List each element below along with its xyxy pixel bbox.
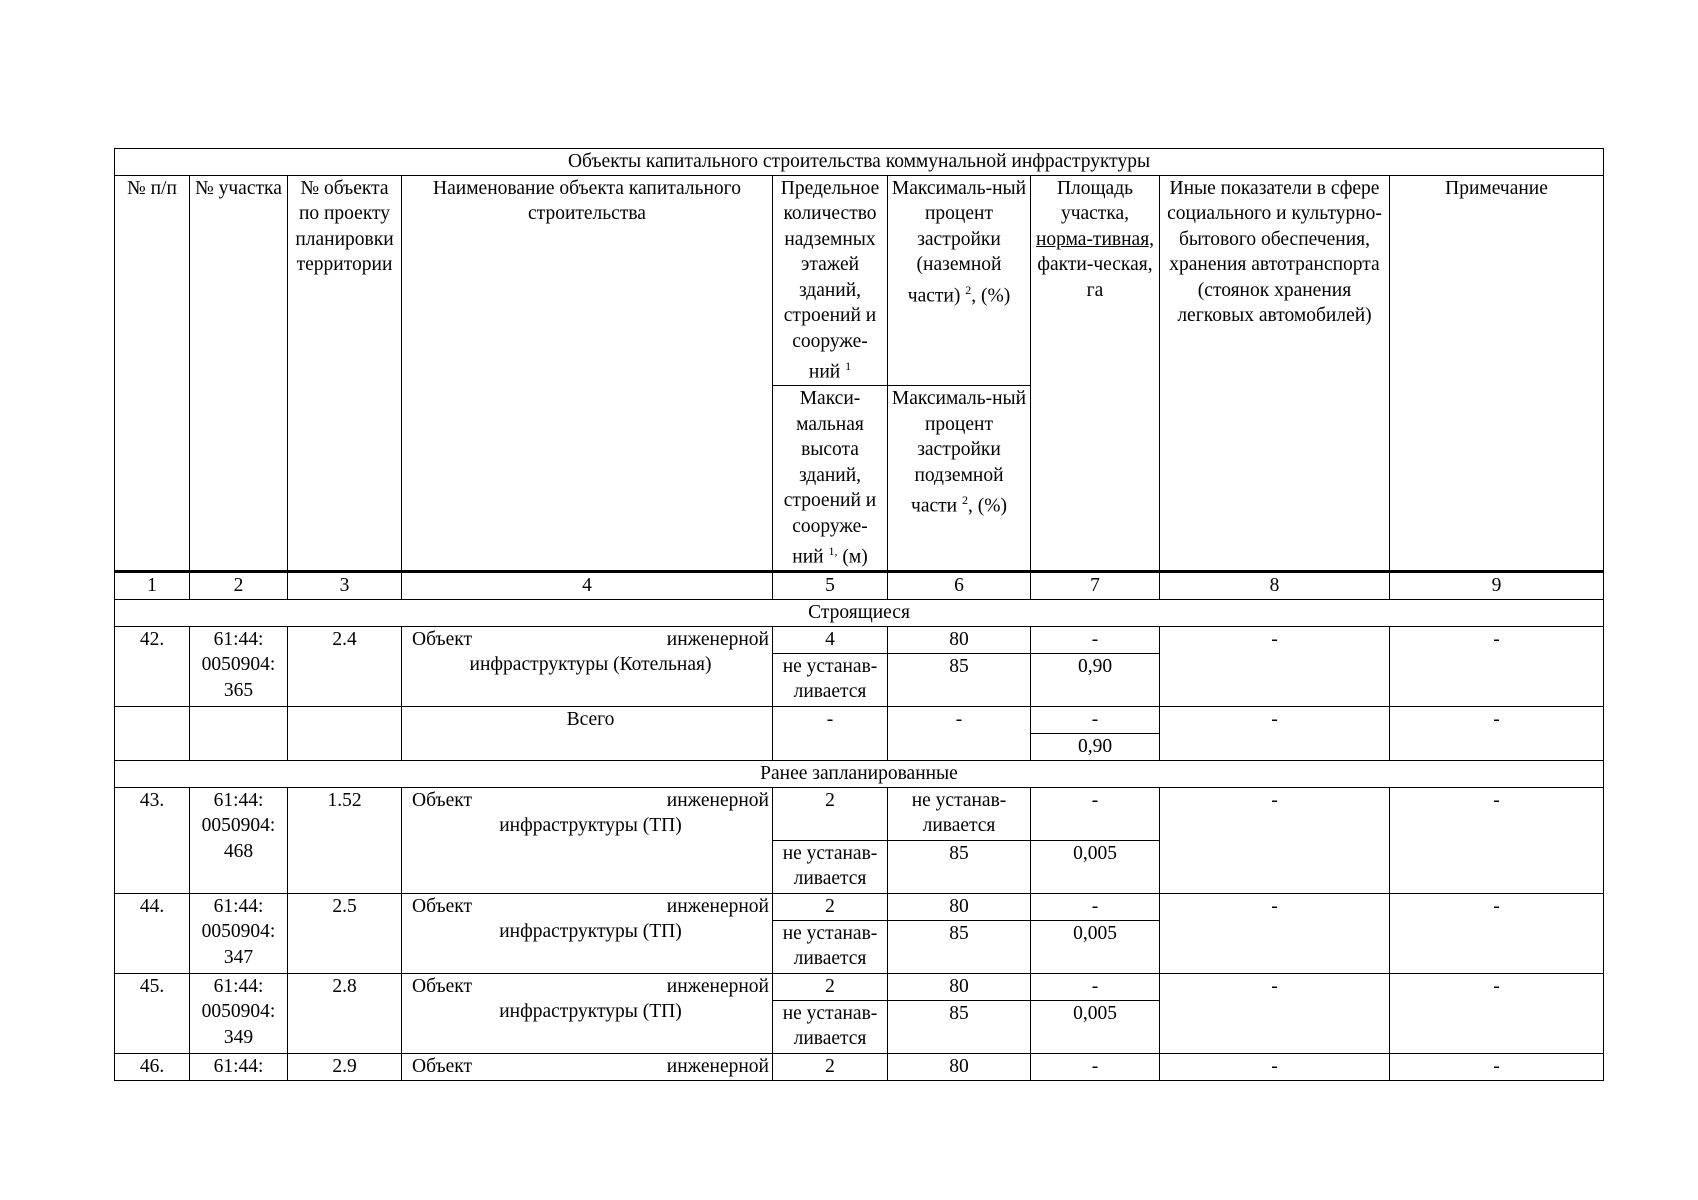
row-name-word1: Объект <box>412 1055 472 1077</box>
row-other: - <box>1160 626 1390 706</box>
row-floors: 2 <box>773 973 888 1000</box>
row-name-word2: инженерной <box>666 975 769 997</box>
table-title: Объекты капитального строительства коммунальной инфраструктуры <box>115 149 1604 176</box>
row-object-no: 2.8 <box>288 973 402 1053</box>
row-other: - <box>1160 787 1390 893</box>
total-area-fact: 0,90 <box>1031 733 1160 760</box>
row-plot: 61:44: 0050904: 349 <box>190 973 288 1053</box>
row-height: не устанав-ливается <box>773 840 888 893</box>
colnum-7: 7 <box>1031 572 1160 600</box>
row-note: - <box>1390 626 1604 706</box>
colnum-1: 1 <box>115 572 190 600</box>
colnum-4: 4 <box>402 572 773 600</box>
table-row <box>115 787 1604 840</box>
row-object-no: 2.4 <box>288 626 402 706</box>
header-col-note: Примечание <box>1390 175 1604 572</box>
header-height-text: Макси-мальная высота зданий, строений и сооруже-ний <box>783 388 877 568</box>
header-col-num: № п/п <box>115 175 190 572</box>
header-col-floors <box>773 175 888 386</box>
row-num: 42. <box>115 626 190 706</box>
row-area-fact: 0,90 <box>1031 653 1160 706</box>
row-area-norm: - <box>1031 626 1160 653</box>
colnum-6: 6 <box>888 572 1031 600</box>
row-note: - <box>1390 893 1604 973</box>
footnote-2-sup: 2 <box>965 282 972 297</box>
row-num: 46. <box>115 1053 190 1080</box>
header-col-pct-above <box>888 175 1031 386</box>
row-name-rest: инфраструктуры (ТП) <box>499 815 682 836</box>
row-pct-below: 85 <box>888 1000 1031 1053</box>
table-row <box>115 626 1604 653</box>
row-height: не устанав-ливается <box>773 920 888 973</box>
header-pct-below-text: Максималь-ный процент застройки подземной части <box>891 388 1027 517</box>
row-note: - <box>1390 1053 1604 1080</box>
header-area-a: Площадь участка, <box>1056 177 1134 224</box>
row-object-no: 1.52 <box>288 787 402 893</box>
header-height-unit: (м) <box>842 546 868 568</box>
row-name <box>402 893 773 973</box>
header-pct-below-unit: , (%) <box>967 495 1007 517</box>
row-pct-above: 80 <box>888 893 1031 920</box>
row-height: не устанав-ливается <box>773 1000 888 1053</box>
row-area-fact: 0,005 <box>1031 920 1160 973</box>
table-row <box>115 973 1604 1000</box>
header-area-norm: норма-тивная, <box>1035 228 1155 250</box>
header-floors-text: Предельное количество надземных этажей зданий, строений и сооруже-ний <box>780 177 880 383</box>
row-object-no: 2.5 <box>288 893 402 973</box>
row-name <box>402 1053 773 1080</box>
row-name-word1: Объект <box>412 895 472 917</box>
header-area-fact: факти-ческая, га <box>1037 254 1153 301</box>
row-name-word2: инженерной <box>666 789 769 811</box>
table-row <box>115 893 1604 920</box>
row-object-no: 2.9 <box>288 1053 402 1080</box>
row-plot: 61:44: <box>190 1053 288 1080</box>
row-area-fact: 0,005 <box>1031 840 1160 893</box>
colnum-5: 5 <box>773 572 888 600</box>
infrastructure-table <box>114 148 1604 1081</box>
footnote-1-sup: 1 <box>845 359 852 373</box>
row-name-word2: инженерной <box>666 1055 769 1077</box>
total-c5: - <box>773 706 888 760</box>
row-floors: 4 <box>773 626 888 653</box>
row-floors: 2 <box>773 1053 888 1080</box>
row-name <box>402 787 773 893</box>
row-pct-below: 85 <box>888 840 1031 893</box>
table-row <box>115 1053 1604 1080</box>
colnum-3: 3 <box>288 572 402 600</box>
colnum-2: 2 <box>190 572 288 600</box>
row-pct-above: 80 <box>888 973 1031 1000</box>
row-name <box>402 626 773 706</box>
total-c6: - <box>888 706 1031 760</box>
row-name-word2: инженерной <box>666 628 769 650</box>
row-name-rest: инфраструктуры (Котельная) <box>469 654 712 675</box>
row-name <box>402 973 773 1053</box>
header-col-pct-below <box>888 386 1031 572</box>
row-plot: 61:44: 0050904: 468 <box>190 787 288 893</box>
row-area-fact: 0,005 <box>1031 1000 1160 1053</box>
row-area-norm: - <box>1031 787 1160 840</box>
row-pct-below: 85 <box>888 920 1031 973</box>
colnum-8: 8 <box>1160 572 1390 600</box>
row-plot: 61:44: 0050904: 365 <box>190 626 288 706</box>
header-col-area <box>1031 175 1160 572</box>
section-building: Строящиеся <box>115 599 1604 626</box>
header-col-plot: № участка <box>190 175 288 572</box>
row-num: 45. <box>115 973 190 1053</box>
row-num: 44. <box>115 893 190 973</box>
footnote-2b-sup: 2 <box>961 493 968 507</box>
total-label: Всего <box>402 706 773 760</box>
row-area-norm: - <box>1031 973 1160 1000</box>
row-other: - <box>1160 973 1390 1053</box>
row-name-rest: инфраструктуры (ТП) <box>499 1001 682 1022</box>
total-area-norm: - <box>1031 706 1160 733</box>
total-plot <box>190 706 288 760</box>
column-numbers-row <box>115 572 1604 600</box>
row-other: - <box>1160 1053 1390 1080</box>
row-area-norm: - <box>1031 893 1160 920</box>
row-pct-above: 80 <box>888 626 1031 653</box>
total-other: - <box>1160 706 1390 760</box>
colnum-9: 9 <box>1390 572 1604 600</box>
row-name-word1: Объект <box>412 975 472 997</box>
total-note: - <box>1390 706 1604 760</box>
row-num: 43. <box>115 787 190 893</box>
total-num <box>115 706 190 760</box>
footnote-1b-sup: 1, <box>828 544 838 558</box>
row-note: - <box>1390 787 1604 893</box>
row-pct-below: 85 <box>888 653 1031 706</box>
row-name-word2: инженерной <box>666 895 769 917</box>
table-row-total <box>115 706 1604 733</box>
row-plot: 61:44: 0050904: 347 <box>190 893 288 973</box>
header-col-height <box>773 386 888 572</box>
row-other: - <box>1160 893 1390 973</box>
header-pct-above-unit: , (%) <box>971 285 1011 306</box>
header-col-object: № объекта по проекту планировки территории <box>288 175 402 572</box>
header-col-name: Наименование объекта капитального строительства <box>402 175 773 572</box>
row-pct-above: 80 <box>888 1053 1031 1080</box>
header-pct-above-text: Максималь-ный процент застройки (наземной части) <box>891 177 1027 306</box>
header-col-other: Иные показатели в сфере социального и культурно-бытового обеспечения, хранения автотранспорта (стоянок хранения легковых автомобилей) <box>1160 175 1390 572</box>
section-planned: Ранее запланированные <box>115 760 1604 787</box>
row-area-norm: - <box>1031 1053 1160 1080</box>
row-height: не устанав-ливается <box>773 653 888 706</box>
total-object-no <box>288 706 402 760</box>
row-note: - <box>1390 973 1604 1053</box>
row-floors: 2 <box>773 893 888 920</box>
row-name-word1: Объект <box>412 628 472 650</box>
row-name-word1: Объект <box>412 789 472 811</box>
row-floors: 2 <box>773 787 888 840</box>
row-name-rest: инфраструктуры (ТП) <box>499 921 682 942</box>
row-pct-above: не устанав-ливается <box>888 787 1031 840</box>
